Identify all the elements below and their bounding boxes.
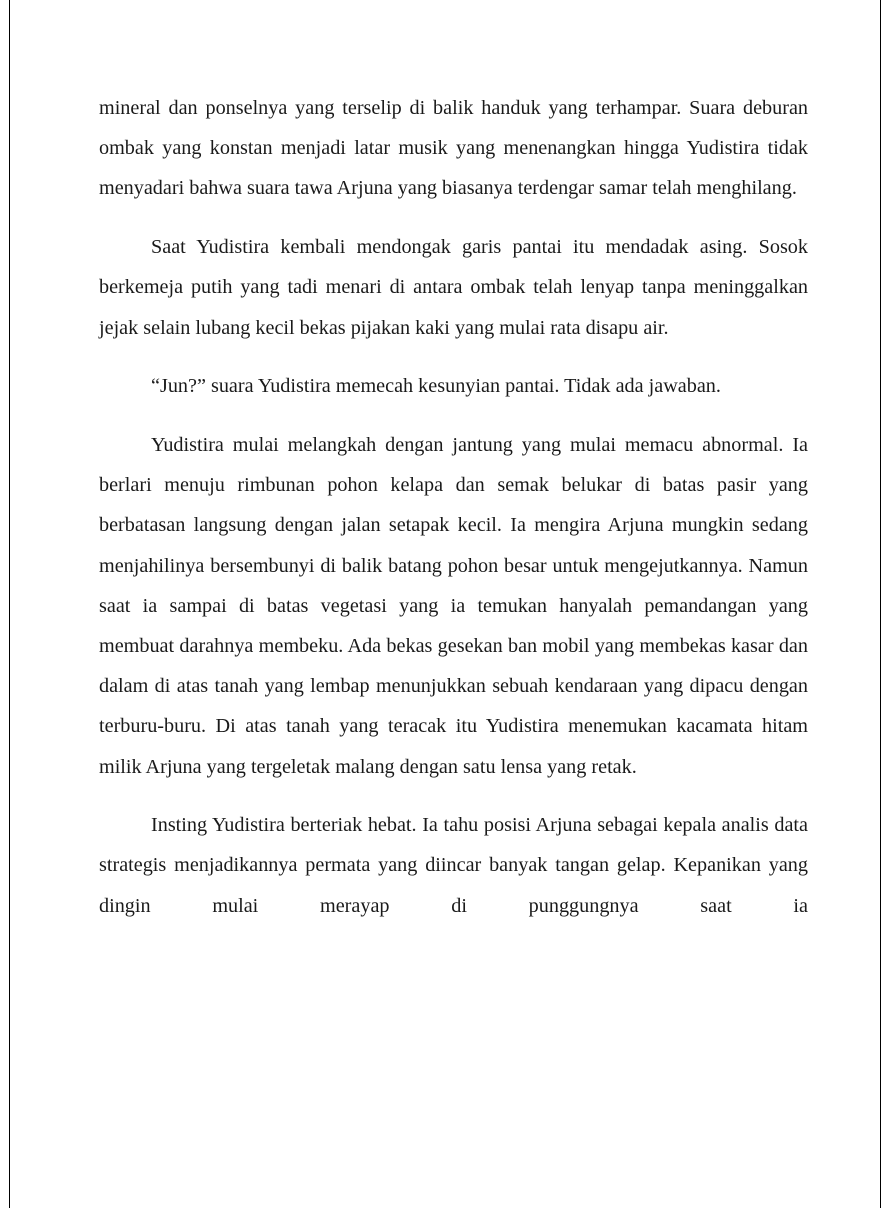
paragraph-3: “Jun?” suara Yudistira memecah kesunyian pantai. Tidak ada jawaban. bbox=[151, 375, 721, 398]
paragraph-2: Saat Yudistira kembali mendongak garis pantai itu mendadak asing. Sosok berkemeja putih yang tadi menari di antara ombak telah lenyap tanpa meninggalkan jejak selain lubang kecil bekas pijakan kaki yang mulai rata disapu air. bbox=[99, 236, 808, 339]
paragraph-1: mineral dan ponselnya yang terselip di balik handuk yang terhampar. Suara deburan ombak yang konstan menjadi latar musik yang menenangkan hingga Yudistira tidak menyadari bahwa suara tawa Arjuna yang biasanya terdengar samar telah menghilang. bbox=[99, 97, 808, 200]
document-page bbox=[9, 0, 881, 1208]
paragraph-4: Yudistira mulai melangkah dengan jantung yang mulai memacu abnormal. Ia berlari menuju rimbunan pohon kelapa dan semak belukar di batas pasir yang berbatasan langsung dengan jalan setapak kecil. Ia mengira Arjuna mungkin sedang menjahilinya bersembunyi di balik batang pohon besar untuk mengejutkannya. Namun saat ia sampai di batas vegetasi yang ia temukan hanyalah pemandangan yang membuat darahnya membeku. Ada bekas gesekan ban mobil yang membekas kasar dan dalam di atas tanah yang lembap menunjukkan sebuah kendaraan yang dipacu dengan terburu-buru. Di atas tanah yang teracak itu Yudistira menemukan kacamata hitam milik Arjuna yang tergeletak malang dengan satu lensa yang retak. bbox=[99, 433, 808, 778]
paragraph-5: Insting Yudistira berteriak hebat. Ia tahu posisi Arjuna sebagai kepala analis data strategis menjadikannya permata yang diincar banyak tangan gelap. Kepanikan yang dingin mulai merayap di punggungnya saat ia bbox=[99, 814, 808, 917]
document-body bbox=[99, 88, 808, 926]
